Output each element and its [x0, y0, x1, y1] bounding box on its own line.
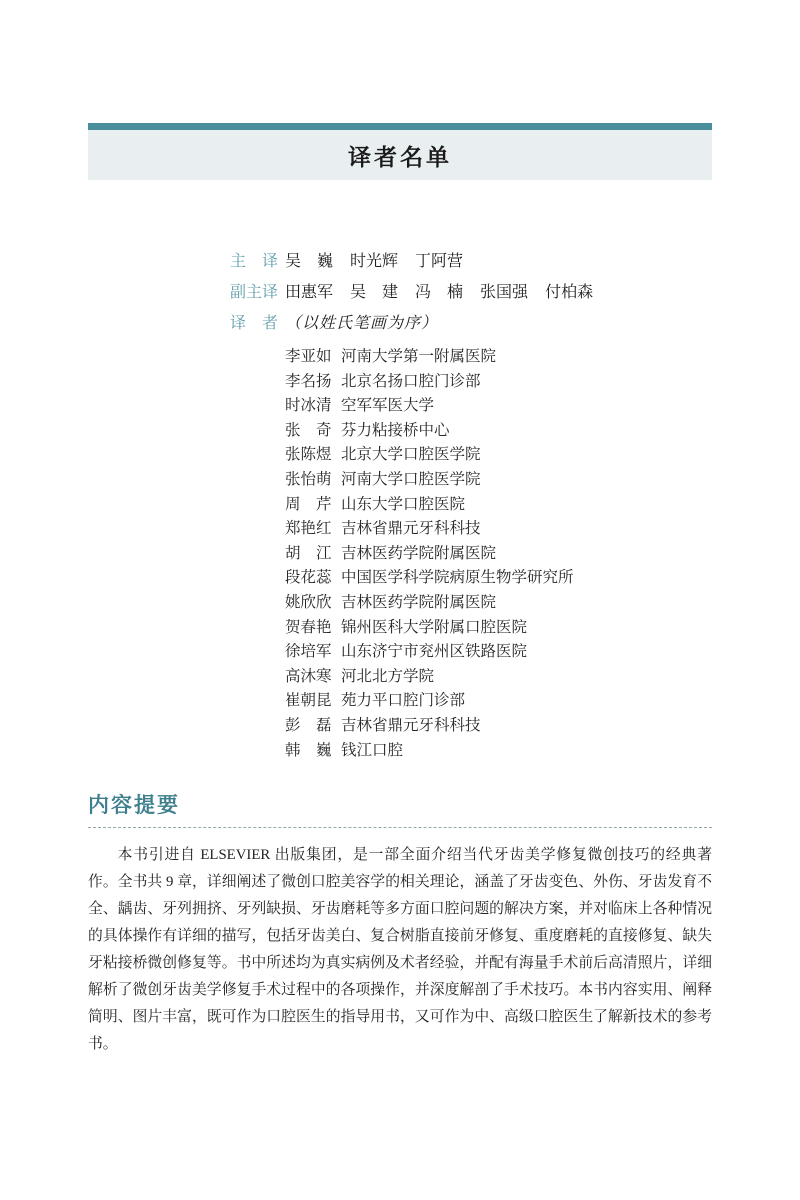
translator-name: 时冰清 [285, 397, 332, 415]
translator-name: 时光辉 [350, 253, 399, 270]
translator-name: 韩 巍 [285, 741, 332, 759]
translator-list-row [285, 542, 712, 567]
translator-list-row [285, 517, 712, 542]
summary-section [88, 789, 712, 1058]
translator-affiliation: 山东济宁市兖州区铁路医院 [341, 643, 528, 661]
translator-name: 张国强 [480, 284, 529, 301]
translator-affiliation: 空军军医大学 [341, 397, 435, 415]
translator-affiliation: 河南大学第一附属医院 [341, 348, 497, 365]
chief-translator-label: 主 译 [230, 253, 279, 270]
translator-name: 胡 江 [285, 544, 332, 562]
translator-affiliation: 吉林省鼎元牙科科技 [341, 520, 481, 538]
translator-name: 张怡萌 [285, 470, 332, 488]
summary-heading: 内容提要 [88, 789, 712, 828]
translator-affiliation: 吉林省鼎元牙科科技 [341, 716, 481, 734]
translator-name: 李名扬 [285, 372, 332, 390]
translator-row [230, 314, 712, 334]
translator-name: 周 芹 [285, 495, 332, 513]
translator-list-row [285, 493, 712, 518]
translator-affiliation: 钱江口腔 [341, 741, 404, 759]
translator-name: 段花蕊 [285, 569, 332, 587]
chief-translator-names [285, 252, 463, 272]
translator-name: 彭 磊 [285, 716, 332, 734]
translator-affiliation: 锦州医科大学附属口腔医院 [341, 618, 528, 636]
translator-affiliation: 北京名扬口腔门诊部 [341, 372, 481, 390]
translator-affiliation: 中国医学科学院病原生物学研究所 [341, 569, 574, 587]
translator-name: 崔朝昆 [285, 692, 332, 710]
translator-list-row [285, 443, 712, 468]
translator-list-row [285, 468, 712, 493]
translator-name: 高沐寒 [285, 667, 332, 685]
translator-label: 译 者 [230, 315, 279, 332]
translator-name: 吴 巍 [285, 253, 334, 270]
translator-list-row [285, 739, 712, 764]
translator-affiliation: 苑力平口腔门诊部 [341, 692, 466, 710]
translator-list-row [285, 566, 712, 591]
translator-list [230, 345, 712, 763]
translator-name: 付柏森 [545, 284, 594, 301]
page-header [88, 123, 712, 180]
translator-name: 冯 楠 [415, 284, 464, 301]
translator-list-row [285, 394, 712, 419]
summary-paragraph: 本书引进自 ELSEVIER 出版集团，是一部全面介绍当代牙齿美学修复微创技巧的经典著作。全书共 9 章，详细阐述了微创口腔美容学的相关理论，涵盖了牙齿变色、外伤、牙齿发育不全、龋齿、牙列拥挤、牙列缺损、牙齿磨耗等多方面口腔问题的解决方案，并对临床上各种情况的具体操作有详细的描写，包括牙齿美白、复合树脂直接前牙修复、重度磨耗的直接修复、缺失牙粘接桥微创修复等。书中所述均为真实病例及术者经验，并配有海量手术前后高清照片，详细解析了微创牙齿美学修复手术过程中的各项操作，并深度解剖了手术技巧。本书内容实用、阐释简明、图片丰富，既可作为口腔医生的指导用书，又可作为中、高级口腔医生了解新技术的参考书。 [88, 847, 712, 1053]
translator-affiliation: 河北北方学院 [341, 667, 435, 685]
deputy-translator-row [230, 283, 712, 303]
translator-list-row [285, 616, 712, 641]
translator-list-row [285, 640, 712, 665]
translator-affiliation: 芬力粘接桥中心 [341, 421, 450, 439]
deputy-translator-names [285, 283, 593, 303]
translator-name: 郑艳红 [285, 520, 332, 538]
translator-list-row [285, 370, 712, 395]
translator-name: 姚欣欣 [285, 593, 332, 611]
translator-name: 张陈煜 [285, 446, 332, 464]
translator-list-row [285, 714, 712, 739]
translator-name: 徐培军 [285, 643, 332, 661]
page-title: 译者名单 [348, 144, 452, 170]
translator-name: 田惠军 [285, 284, 334, 301]
translator-affiliation: 吉林医药学院附属医院 [341, 593, 497, 611]
translator-name: 李亚如 [285, 348, 332, 365]
deputy-translator-label: 副主译 [230, 284, 279, 301]
translator-affiliation: 北京大学口腔医学院 [341, 446, 481, 464]
book-page-content [88, 123, 712, 1058]
translator-affiliation: 山东大学口腔医院 [341, 495, 466, 513]
translator-affiliation: 河南大学口腔医学院 [341, 470, 481, 488]
chief-translator-row [230, 252, 712, 272]
translator-sort-note: （以姓氏笔画为序） [285, 315, 439, 332]
translator-list-row [285, 591, 712, 616]
translator-list-row [285, 419, 712, 444]
translator-list-row [285, 665, 712, 690]
translator-name: 吴 建 [350, 284, 399, 301]
translator-name: 贺春艳 [285, 618, 332, 636]
translator-list-row [285, 345, 712, 370]
translator-name: 张 奇 [285, 421, 332, 439]
translator-section [88, 252, 712, 763]
header-accent-bar [88, 123, 712, 130]
page-title-band [88, 130, 712, 180]
translator-list-row [285, 689, 712, 714]
translator-name: 丁阿营 [415, 253, 464, 270]
translator-affiliation: 吉林医药学院附属医院 [341, 544, 497, 562]
